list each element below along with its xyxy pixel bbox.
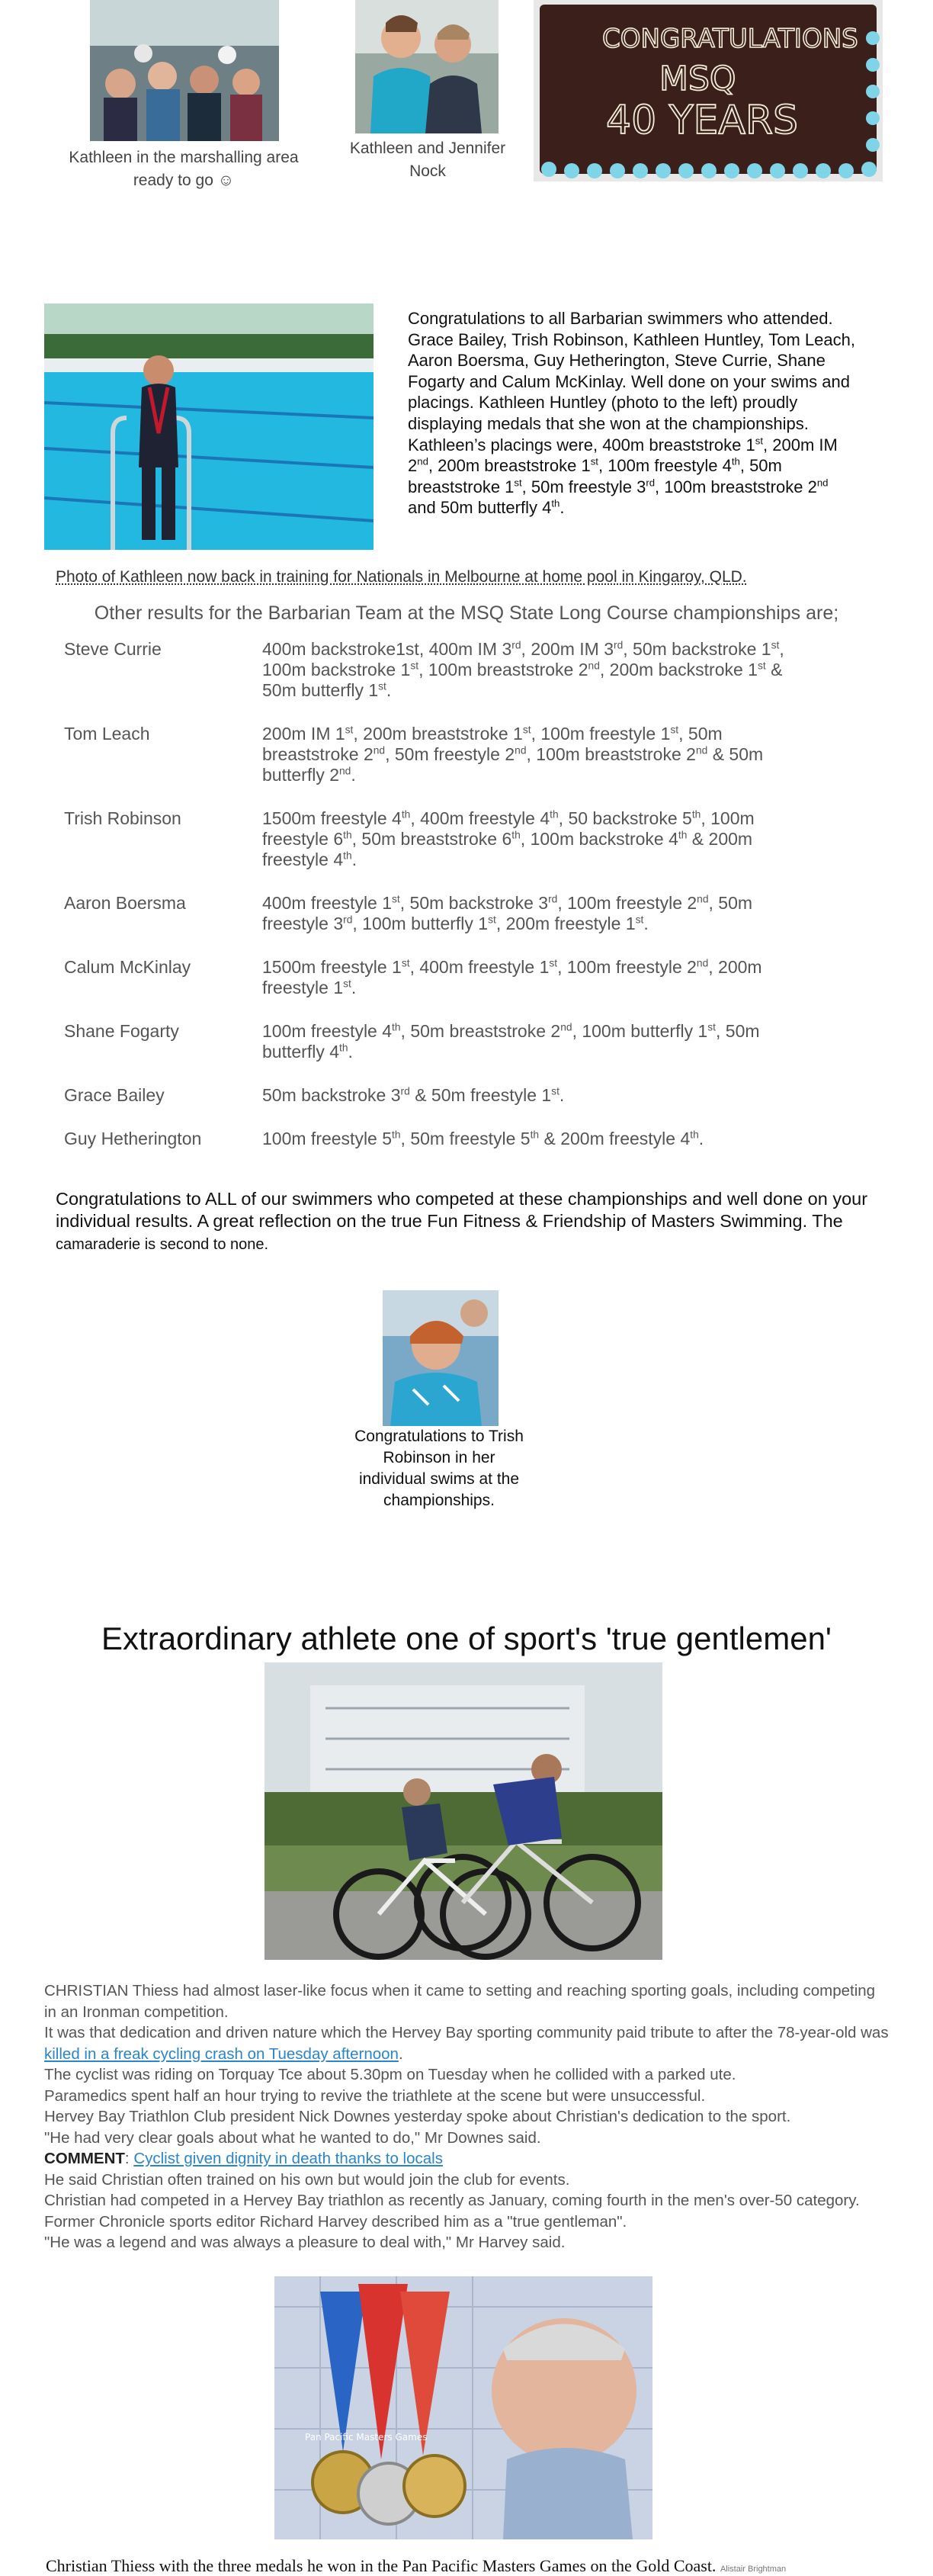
results-table [64,639,872,1172]
swimmer-name: Grace Bailey [64,1085,165,1105]
swimmer-results: 1500m freestyle 4th, 400m freestyle 4th, 50 backstroke 5th, 100m freestyle 6th, 50m breaststroke 6th, 100m backstroke 4th & 200m freestyle 4th. [262,808,755,869]
result-row [64,1021,872,1062]
kathleen-jennifer-caption: Kathleen and Jennifer Nock [349,140,506,180]
medals-caption [46,2556,786,2576]
article-paragraph: He said Christian often trained on his own but would join the club for events. [44,2170,570,2189]
swimmer-results: 100m freestyle 5th, 50m freestyle 5th & 200m freestyle 4th. [262,1129,704,1148]
result-row [64,1129,872,1149]
medal-label: Pan Pacific Masters Games [305,2432,428,2443]
photo-credit: Alistair Brightman [720,2565,787,2574]
article-text: . [398,2044,403,2063]
article-paragraph: The cyclist was riding on Torquay Tce about 5.30pm on Tuesday when he collided with a parked ute. [44,2066,736,2083]
other-results-heading: Other results for the Barbarian Team at the MSQ State Long Course championships are; [94,602,839,624]
article-paragraph: Paramedics spent half an hour trying to revive the triathlete at the scene but were unsuccessful. [44,2086,706,2105]
swimmer-name: Calum McKinlay [64,957,191,977]
article-body [44,1980,890,2253]
article-paragraph: Hervey Bay Triathlon Club president Nick Downes yesterday spoke about Christian's dedication to the sport. [44,2108,791,2125]
kathleen-photo-caption: Photo of Kathleen now back in training for Nationals in Melbourne at home pool in Kingaroy, QLD. [56,568,747,586]
result-row [64,957,872,998]
swimmer-name: Trish Robinson [64,808,181,828]
closing-main: Congratulations to ALL of our swimmers who competed at these championships and well done on your individual results. A great reflection on the true Fun Fitness & Friendship of Masters Swimming. The [56,1189,868,1231]
article-headline: Extraordinary athlete one of sport's 'true gentlemen' [101,1620,832,1656]
result-row [64,808,872,870]
article-paragraph: "He was a legend and was always a pleasure to deal with," Mr Harvey said. [44,2234,566,2251]
swimmer-results: 100m freestyle 4th, 50m breaststroke 2nd, 100m butterfly 1st, 50m butterfly 4th. [262,1021,760,1062]
medals-photo [274,2276,652,2539]
kathleen-pool-photo [44,304,374,550]
article-paragraph: Former Chronicle sports editor Richard Harvey described him as a "true gentleman". [44,2212,627,2231]
cake-line-1: CONGRATULATIONS [602,24,858,54]
marshalling-photo [90,0,279,141]
swimmer-results: 200m IM 1st, 200m breaststroke 1st, 100m freestyle 1st, 50m breaststroke 2nd, 50m freestyle 2nd, 100m breaststroke 2nd & 50m butterfly 2nd. [262,724,764,785]
article-paragraph: Christian had competed in a Hervey Bay triathlon as recently as January, coming fourth in the men's over-50 category. [44,2192,860,2209]
intro-text: Congratulations to all Barbarian swimmers who attended. Grace Bailey, Trish Robinson, Kathleen Huntley, Tom Leach, Aaron Boersma, Guy Hetherington, Steve Currie, Shane Fogarty and Calum McKinlay. Well done on your swims and placings. Kathleen Huntley (photo to the left) proudly displaying medals that she won at the championships. Kathleen’s placings were, 400m breaststroke 1st, 200m IM 2nd, 200m breaststroke 1st, 100m freestyle 4th, 50m breaststroke 1st, 50m freestyle 3rd, 100m breaststroke 2nd and 50m butterfly 4th. [408,309,855,518]
comment-label: COMMENT [44,2150,125,2167]
cake-line-2: MSQ [659,59,736,98]
kathleen-jennifer-photo [355,0,499,133]
result-row [64,724,872,785]
article-paragraph [44,2022,890,2064]
comment-line: COMMENT: Cyclist given dignity in death thanks to locals [44,2150,443,2167]
cake-photo [534,0,883,181]
closing-paragraph [56,1188,879,1256]
swimmer-name: Shane Fogarty [64,1021,179,1041]
marshalling-caption: Kathleen in the marshalling area ready to go ☺ [69,149,299,189]
result-row [64,893,872,934]
swimmer-name: Guy Hetherington [64,1129,202,1148]
swimmer-name: Tom Leach [64,724,150,744]
trish-photo [383,1290,499,1426]
swimmer-name: Steve Currie [64,639,162,659]
swimmer-results: 1500m freestyle 1st, 400m freestyle 1st, 100m freestyle 2nd, 200m freestyle 1st. [262,957,762,997]
cake-line-3: 40 YEARS [606,98,799,143]
swimmer-results: 50m backstroke 3rd & 50m freestyle 1st. [262,1085,565,1105]
swimmer-name: Aaron Boersma [64,893,186,913]
crash-story-link[interactable]: killed in a freak cycling crash on Tuesday afternoon [44,2044,399,2063]
closing-tail: camaraderie is second to none. [56,1236,269,1253]
medals-caption-text: Christian Thiess with the three medals he won in the Pan Pacific Masters Games on the Gold Coast. [46,2556,717,2575]
result-row [64,639,872,701]
swimmer-results: 400m freestyle 1st, 50m backstroke 3rd, 100m freestyle 2nd, 50m freestyle 3rd, 100m butterfly 1st, 200m freestyle 1st. [262,893,753,933]
result-row [64,1085,872,1106]
article-text: It was that dedication and driven nature which the Hervey Bay sporting community paid tribute to after the 78-year-old was [44,2024,889,2041]
cyclists-photo [265,1662,662,1960]
comment-story-link[interactable]: Cyclist given dignity in death thanks to locals [133,2150,443,2167]
article-paragraph: CHRISTIAN Thiess had almost laser-like focus when it came to setting and reaching sporting goals, including competing in an Ironman competition. [44,1982,876,2021]
trish-caption: Congratulations to Trish Robinson in her individual swims at the championships. [354,1428,524,1509]
swimmer-results: 400m backstroke1st, 400m IM 3rd, 200m IM 3rd, 50m backstroke 1st, 100m backstroke 1st, 100m breaststroke 2nd, 200m backstroke 1st & 50m butterfly 1st. [262,639,784,700]
article-paragraph: "He had very clear goals about what he wanted to do," Mr Downes said. [44,2128,541,2147]
